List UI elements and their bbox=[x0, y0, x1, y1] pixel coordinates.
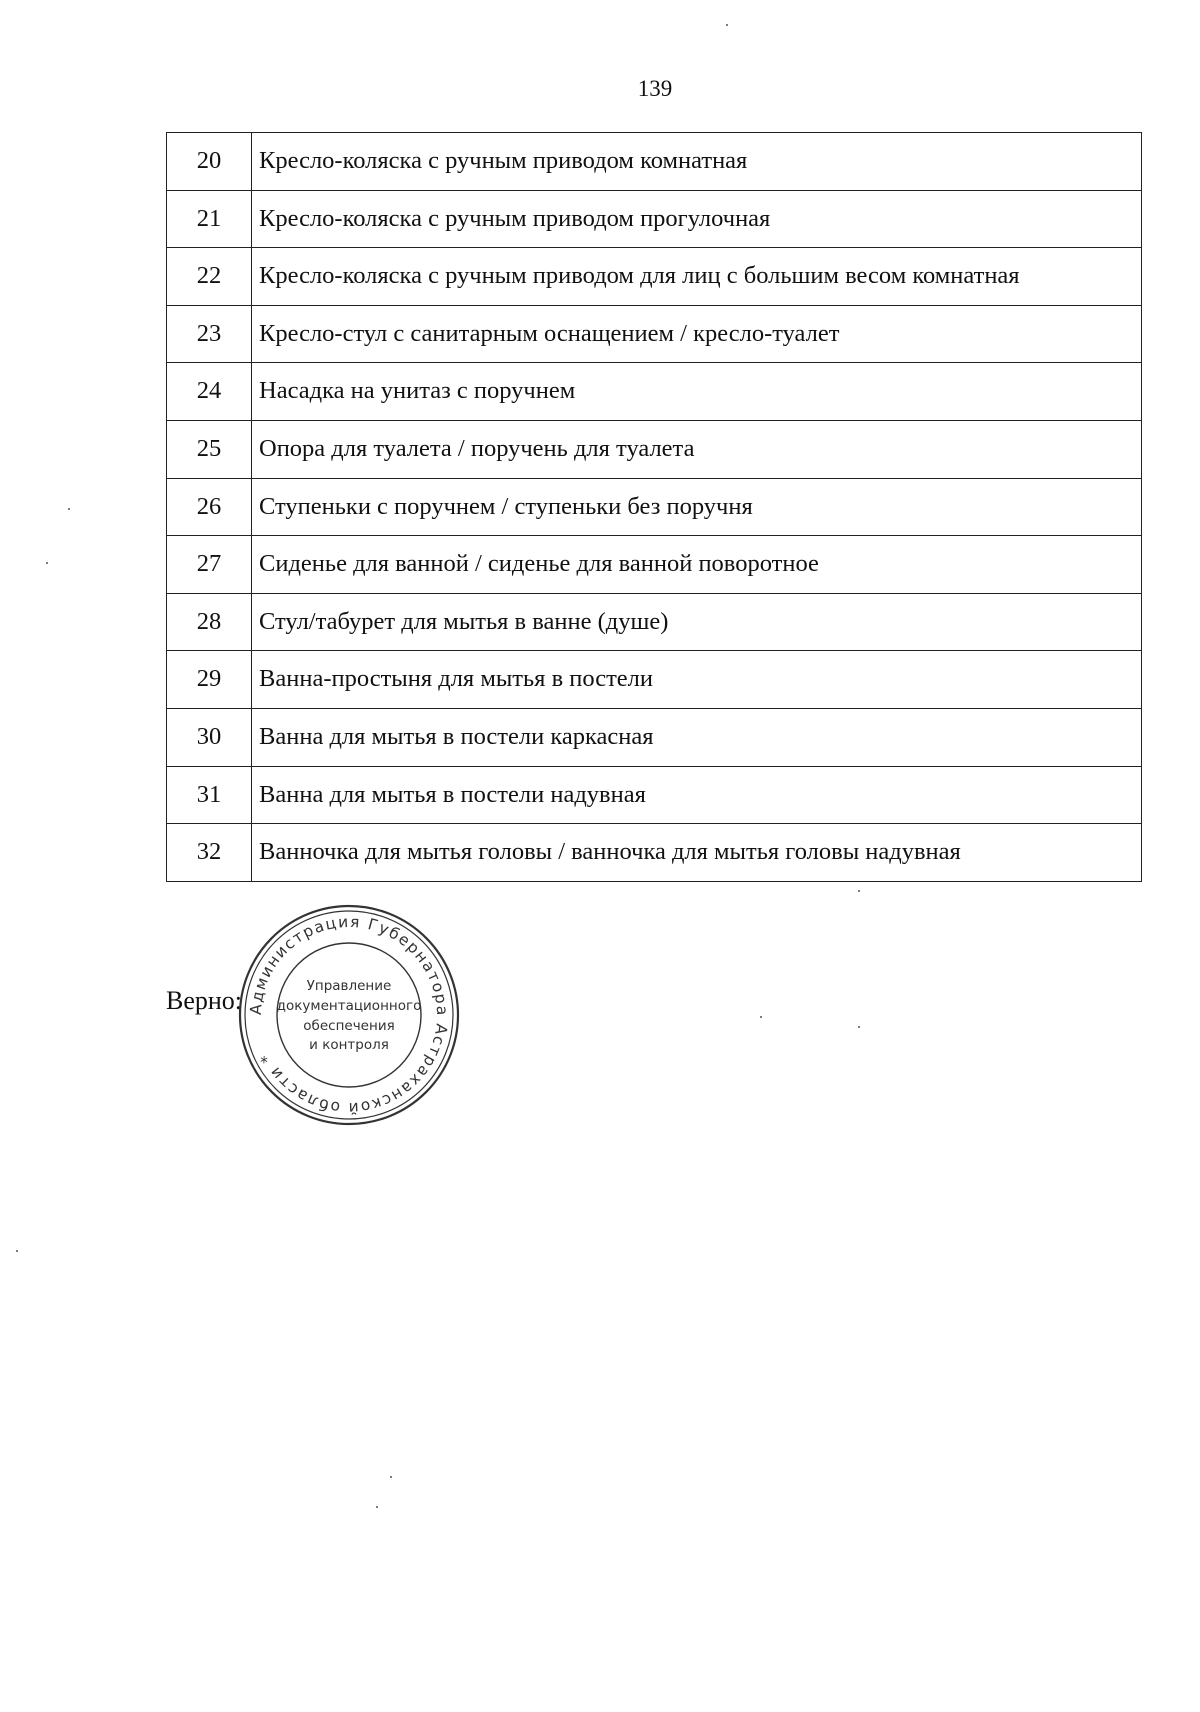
item-name: Ванна-простыня для мытья в постели bbox=[252, 651, 1142, 709]
table-row bbox=[167, 363, 1142, 421]
table-row bbox=[167, 708, 1142, 766]
row-number: 25 bbox=[167, 420, 252, 478]
table-body bbox=[167, 133, 1142, 882]
table-row bbox=[167, 824, 1142, 882]
item-name: Кресло-коляска с ручным приводом прогулочная bbox=[252, 190, 1142, 248]
item-name: Сиденье для ванной / сиденье для ванной поворотное bbox=[252, 536, 1142, 594]
row-number: 24 bbox=[167, 363, 252, 421]
page-number: 139 bbox=[637, 76, 673, 101]
table-row bbox=[167, 248, 1142, 306]
seal-inner-line: и контроля bbox=[309, 1037, 389, 1053]
scan-speck bbox=[16, 1250, 18, 1252]
certification-label: Верно: bbox=[166, 986, 243, 1015]
item-name: Ванночка для мытья головы / ванночка для мытья головы надувная bbox=[252, 824, 1142, 882]
seal-graphic bbox=[236, 902, 462, 1128]
row-number: 22 bbox=[167, 248, 252, 306]
table-row bbox=[167, 651, 1142, 709]
row-number: 21 bbox=[167, 190, 252, 248]
scan-speck bbox=[760, 1016, 762, 1018]
item-name: Кресло-коляска с ручным приводом комнатная bbox=[252, 133, 1142, 191]
table-row bbox=[167, 420, 1142, 478]
item-name: Насадка на унитаз с поручнем bbox=[252, 363, 1142, 421]
table-row bbox=[167, 133, 1142, 191]
seal-inner-line: документационного bbox=[276, 998, 422, 1014]
items-table bbox=[166, 132, 1142, 882]
official-seal bbox=[236, 902, 462, 1128]
scan-speck bbox=[390, 1476, 392, 1478]
item-name: Опора для туалета / поручень для туалета bbox=[252, 420, 1142, 478]
item-name: Ванна для мытья в постели каркасная bbox=[252, 708, 1142, 766]
row-number: 20 bbox=[167, 133, 252, 191]
table-row bbox=[167, 190, 1142, 248]
table-row bbox=[167, 478, 1142, 536]
item-name: Ванна для мытья в постели надувная bbox=[252, 766, 1142, 824]
row-number: 23 bbox=[167, 305, 252, 363]
seal-inner-line: обеспечения bbox=[303, 1018, 395, 1034]
row-number: 27 bbox=[167, 536, 252, 594]
seal-inner-line: Управление bbox=[306, 978, 392, 994]
item-name: Ступеньки с поручнем / ступеньки без поручня bbox=[252, 478, 1142, 536]
scan-speck bbox=[68, 508, 70, 510]
item-name: Кресло-коляска с ручным приводом для лиц с большим весом комнатная bbox=[252, 248, 1142, 306]
table-row bbox=[167, 766, 1142, 824]
row-number: 29 bbox=[167, 651, 252, 709]
seal-outer-text: Администрация Губернатора Астраханской области * bbox=[246, 912, 452, 1118]
row-number: 32 bbox=[167, 824, 252, 882]
scan-speck bbox=[726, 24, 728, 26]
scan-speck bbox=[46, 562, 48, 564]
item-name: Стул/табурет для мытья в ванне (душе) bbox=[252, 593, 1142, 651]
item-name: Кресло-стул с санитарным оснащением / кресло-туалет bbox=[252, 305, 1142, 363]
scan-speck bbox=[376, 1506, 378, 1508]
scan-speck bbox=[858, 1026, 860, 1028]
scan-speck bbox=[858, 890, 860, 892]
table-row bbox=[167, 593, 1142, 651]
row-number: 26 bbox=[167, 478, 252, 536]
row-number: 30 bbox=[167, 708, 252, 766]
row-number: 28 bbox=[167, 593, 252, 651]
table-row bbox=[167, 536, 1142, 594]
table-row bbox=[167, 305, 1142, 363]
row-number: 31 bbox=[167, 766, 252, 824]
